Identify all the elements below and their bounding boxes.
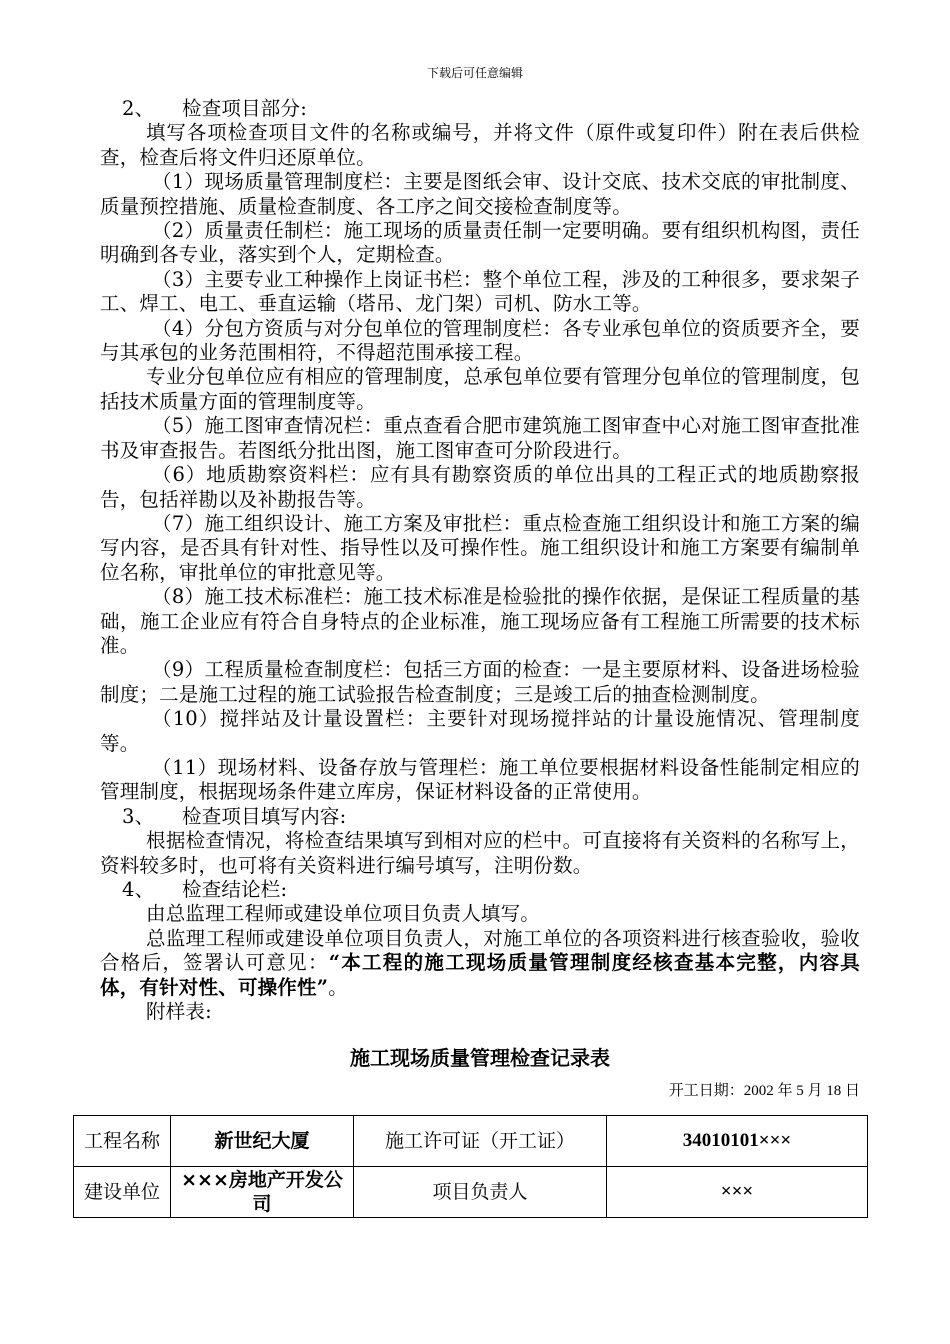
document-body: [100, 97, 860, 1100]
item-2: （2）质量责任制栏：施工现场的质量责任制一定要明确。要有组织机构图，责任明确到各专业，落实到个人，定期检查。: [100, 219, 860, 267]
item-10: （10）搅拌站及计量设置栏：主要针对现场搅拌站的计量设施情况、管理制度等。: [100, 707, 860, 755]
item-3: （3）主要专业工种操作上岗证书栏：整个单位工程，涉及的工种很多，要求架子工、焊工、电工、垂直运输（塔吊、龙门架）司机、防水工等。: [100, 267, 860, 316]
item-4: （4）分包方资质与对分包单位的管理制度栏：各专业承包单位的资质要齐全，要与其承包的业务范围相符，不得超范围承接工程。: [100, 316, 860, 365]
conclusion-quote: “本工程的施工现场质量管理制度经核查基本完整，内容具体，有针对性、可操作性”: [100, 951, 860, 999]
client-label: 建设单位: [74, 1167, 171, 1218]
section-4-body-1: 由总监理工程师或建设单位项目负责人填写。: [146, 902, 541, 926]
project-leader-label: 项目负责人: [354, 1167, 607, 1218]
item-5: （5）施工图审查情况栏：重点查看合肥市建筑施工图审查中心对施工图审查批准书及审查报告。若图纸分批出图，施工图审查可分阶段进行。: [100, 414, 860, 462]
item-9: （9）工程质量检查制度栏：包括三方面的检查：一是主要原材料、设备进场检验制度；二是施工过程的施工试验报告检查制度；三是竣工后的抽查检测制度。: [100, 658, 860, 706]
section-title: 检查项目填写内容:: [182, 804, 347, 828]
item-8: （8）施工技术标准栏：施工技术标准是检验批的操作依据，是保证工程质量的基础，施工企业应有符合自身特点的企业标准，施工现场应备有工程施工所需要的技术标准。: [100, 585, 860, 657]
project-name-value: 新世纪大厦: [171, 1116, 354, 1167]
item-11: （11）现场材料、设备存放与管理栏：施工单位要根据材料设备性能制定相应的管理制度，根据现场条件建立库房，保证材料设备的正常使用。: [100, 755, 860, 804]
table-row: [74, 1116, 868, 1167]
section-title: 检查项目部分:: [182, 97, 307, 120]
section-2-intro: 填写各项检查项目文件的名称或编号，并将文件（原件或复印件）附在表后供检查，检查后将文件归还原单位。: [100, 121, 860, 169]
section-3-body: 根据检查情况，将检查结果填写到相对应的栏中。可直接将有关资料的名称写上，资料较多时，也可将有关资料进行编号填写，注明份数。: [100, 829, 860, 877]
project-name-label: 工程名称: [74, 1116, 171, 1167]
table-title: 施工现场质量管理检查记录表: [350, 1046, 610, 1071]
section-number: 4、: [122, 878, 155, 901]
item-4-extra: 专业分包单位应有相应的管理制度，总承包单位要有管理分包单位的管理制度，包括技术质量方面的管理制度等。: [100, 365, 860, 413]
record-table: [73, 1115, 868, 1218]
permit-label: 施工许可证（开工证）: [354, 1116, 607, 1167]
section-3-heading: [100, 805, 860, 829]
section-title: 检查结论栏:: [182, 878, 288, 901]
client-value: ×××房地产开发公司: [171, 1167, 354, 1218]
conclusion-prefix: 总监理工程师或建设单位项目负责人，对施工单位的各项资料进行核查验收，验收合格后，签署认可意见：: [100, 926, 860, 975]
section-2-heading: [100, 97, 860, 121]
section-4-body-2: [100, 927, 860, 1000]
table-row: [74, 1167, 868, 1218]
start-date: 开工日期：2002 年 5 月 18 日: [668, 1083, 860, 1100]
download-note: 下载后可任意编辑: [426, 66, 523, 80]
permit-value: 34010101×××: [607, 1116, 868, 1167]
appendix-label: 附样表:: [146, 1000, 212, 1024]
project-leader-value: ×××: [607, 1167, 868, 1218]
conclusion-suffix: 。: [328, 975, 348, 999]
section-4-heading: [100, 878, 860, 902]
section-number: 3、: [122, 804, 155, 828]
item-1: （1）现场质量管理制度栏：主要是图纸会审、设计交底、技术交底的审批制度、质量预控措施、质量检查制度、各工序之间交接检查制度等。: [100, 170, 860, 218]
section-number: 2、: [122, 97, 155, 120]
item-6: （6）地质勘察资料栏：应有具有勘察资质的单位出具的工程正式的地质勘察报告，包括祥勘以及补勘报告等。: [100, 463, 860, 511]
item-7: （7）施工组织设计、施工方案及审批栏：重点检查施工组织设计和施工方案的编写内容，是否具有针对性、指导性以及可操作性。施工组织设计和施工方案要有编制单位名称，审批单位的审批意见等。: [100, 511, 860, 584]
